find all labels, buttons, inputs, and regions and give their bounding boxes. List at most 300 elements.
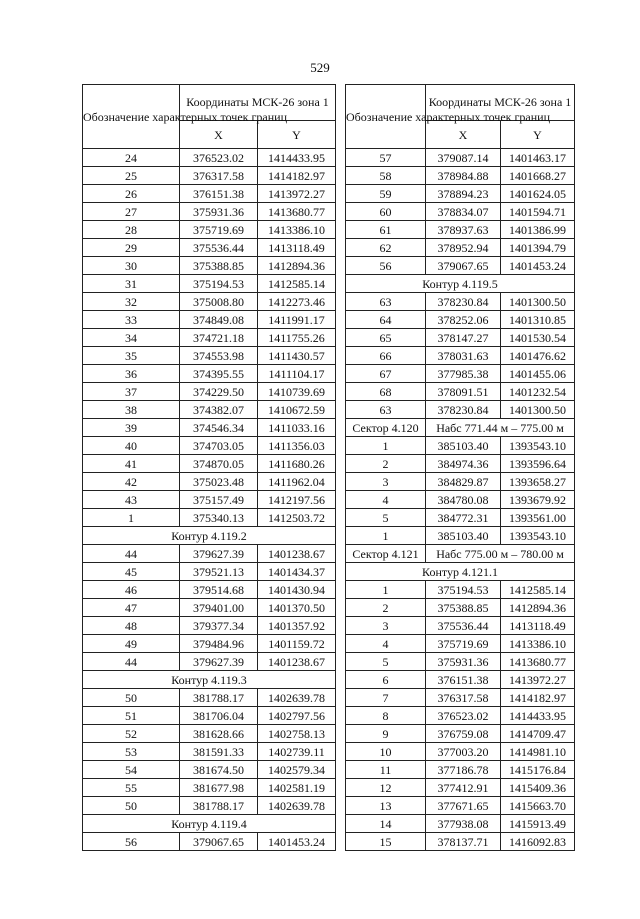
table-row — [83, 275, 336, 293]
sector-height-range: Набс 775.00 м – 780.00 м — [426, 545, 575, 563]
y-coordinate-cell: 1401370.50 — [258, 599, 336, 617]
x-coordinate-cell: 375008.80 — [180, 293, 258, 311]
y-coordinate-cell: 1413972.27 — [258, 185, 336, 203]
point-number-cell: 68 — [346, 383, 426, 401]
x-coordinate-cell: 379627.39 — [180, 545, 258, 563]
table-row — [346, 473, 575, 491]
point-number-cell: 56 — [83, 833, 180, 851]
table-row — [346, 833, 575, 851]
x-coordinate-cell: 384772.31 — [426, 509, 501, 527]
x-coordinate-cell: 377186.78 — [426, 761, 501, 779]
y-coordinate-cell: 1401386.99 — [501, 221, 575, 239]
x-coordinate-cell: 381706.04 — [180, 707, 258, 725]
point-number-cell: 6 — [346, 671, 426, 689]
page-number: 529 — [310, 60, 330, 75]
y-coordinate-cell: 1413118.49 — [501, 617, 575, 635]
x-coordinate-cell: 385103.40 — [426, 527, 501, 545]
y-coordinate-cell: 1412197.56 — [258, 491, 336, 509]
y-coordinate-cell: 1416092.83 — [501, 833, 575, 851]
point-number-cell: 54 — [83, 761, 180, 779]
x-coordinate-cell: 375388.85 — [426, 599, 501, 617]
table-row — [346, 743, 575, 761]
y-coordinate-cell: 1410739.69 — [258, 383, 336, 401]
table-row — [83, 401, 336, 419]
point-number-cell: 40 — [83, 437, 180, 455]
table-row — [346, 293, 575, 311]
point-number-cell: 37 — [83, 383, 180, 401]
contour-heading: Контур 4.119.3 — [83, 671, 336, 689]
table-row — [346, 491, 575, 509]
point-number-cell: 52 — [83, 725, 180, 743]
x-coordinate-cell: 376151.38 — [180, 185, 258, 203]
x-coordinate-cell: 378031.63 — [426, 347, 501, 365]
table-left-body — [83, 149, 336, 851]
header-coordinates: Координаты МСК-26 зона 1 — [426, 85, 575, 121]
point-number-cell: 3 — [346, 617, 426, 635]
point-number-cell: 58 — [346, 167, 426, 185]
table-row — [83, 329, 336, 347]
point-number-cell: 59 — [346, 185, 426, 203]
point-number-cell: 55 — [83, 779, 180, 797]
point-number-cell: 34 — [83, 329, 180, 347]
y-coordinate-cell: 1401300.50 — [501, 401, 575, 419]
point-number-cell: 32 — [83, 293, 180, 311]
point-number-cell: 53 — [83, 743, 180, 761]
sector-label: Сектор 4.121 — [346, 545, 426, 563]
point-number-cell: 63 — [346, 401, 426, 419]
table-row — [83, 311, 336, 329]
point-number-cell: 3 — [346, 473, 426, 491]
x-coordinate-cell: 384829.87 — [426, 473, 501, 491]
y-coordinate-cell: 1401453.24 — [501, 257, 575, 275]
sector-label: Сектор 4.120 — [346, 419, 426, 437]
point-number-cell: 26 — [83, 185, 180, 203]
table-right-body — [346, 149, 575, 851]
x-coordinate-cell: 376317.58 — [180, 167, 258, 185]
table-row — [83, 545, 336, 563]
y-coordinate-cell: 1393543.10 — [501, 527, 575, 545]
point-number-cell: 1 — [346, 527, 426, 545]
table-row — [83, 491, 336, 509]
table-row — [83, 797, 336, 815]
y-coordinate-cell: 1402797.56 — [258, 707, 336, 725]
x-coordinate-cell: 378147.27 — [426, 329, 501, 347]
y-coordinate-cell: 1412894.36 — [501, 599, 575, 617]
point-number-cell: 50 — [83, 797, 180, 815]
x-coordinate-cell: 375194.53 — [426, 581, 501, 599]
y-coordinate-cell: 1415409.36 — [501, 779, 575, 797]
contour-heading: Контур 4.119.4 — [83, 815, 336, 833]
table-row — [83, 257, 336, 275]
point-number-cell: 39 — [83, 419, 180, 437]
y-coordinate-cell: 1401463.17 — [501, 149, 575, 167]
y-coordinate-cell: 1413680.77 — [501, 653, 575, 671]
x-coordinate-cell: 375340.13 — [180, 509, 258, 527]
x-coordinate-cell: 378252.06 — [426, 311, 501, 329]
x-coordinate-cell: 378230.84 — [426, 401, 501, 419]
y-coordinate-cell: 1401238.67 — [258, 545, 336, 563]
y-coordinate-cell: 1412503.72 — [258, 509, 336, 527]
x-coordinate-cell: 377938.08 — [426, 815, 501, 833]
y-coordinate-cell: 1401624.05 — [501, 185, 575, 203]
y-coordinate-cell: 1414433.95 — [258, 149, 336, 167]
contour-heading-row — [346, 275, 575, 293]
y-coordinate-cell: 1413972.27 — [501, 671, 575, 689]
x-coordinate-cell: 381628.66 — [180, 725, 258, 743]
table-row — [83, 581, 336, 599]
y-coordinate-cell: 1393658.27 — [501, 473, 575, 491]
x-coordinate-cell: 376523.02 — [180, 149, 258, 167]
x-coordinate-cell: 375931.36 — [180, 203, 258, 221]
table-row — [83, 149, 336, 167]
table-row — [83, 185, 336, 203]
x-coordinate-cell: 381591.33 — [180, 743, 258, 761]
table-row — [346, 599, 575, 617]
point-number-cell: 57 — [346, 149, 426, 167]
contour-heading-row — [346, 563, 575, 581]
table-row — [346, 509, 575, 527]
table-row — [83, 365, 336, 383]
point-number-cell: 51 — [83, 707, 180, 725]
point-number-cell: 56 — [346, 257, 426, 275]
table-row — [346, 617, 575, 635]
table-row — [83, 437, 336, 455]
x-coordinate-cell: 379521.13 — [180, 563, 258, 581]
y-coordinate-cell: 1415176.84 — [501, 761, 575, 779]
table-row — [346, 257, 575, 275]
x-coordinate-cell: 375719.69 — [426, 635, 501, 653]
table-row — [346, 365, 575, 383]
table-row — [83, 221, 336, 239]
point-number-cell: 33 — [83, 311, 180, 329]
point-number-cell: 11 — [346, 761, 426, 779]
x-coordinate-cell: 379514.68 — [180, 581, 258, 599]
table-row — [83, 779, 336, 797]
y-coordinate-cell: 1401430.94 — [258, 581, 336, 599]
point-number-cell: 1 — [83, 509, 180, 527]
y-coordinate-cell: 1411991.17 — [258, 311, 336, 329]
x-coordinate-cell: 381788.17 — [180, 797, 258, 815]
point-number-cell: 25 — [83, 167, 180, 185]
point-number-cell: 9 — [346, 725, 426, 743]
table-row — [346, 221, 575, 239]
point-number-cell: 41 — [83, 455, 180, 473]
x-coordinate-cell: 379067.65 — [180, 833, 258, 851]
point-number-cell: 45 — [83, 563, 180, 581]
x-coordinate-cell: 378137.71 — [426, 833, 501, 851]
table-row — [346, 347, 575, 365]
table-row — [346, 167, 575, 185]
table-row — [83, 617, 336, 635]
x-coordinate-cell: 376759.08 — [426, 725, 501, 743]
y-coordinate-cell: 1412894.36 — [258, 257, 336, 275]
point-number-cell: 44 — [83, 545, 180, 563]
point-number-cell: 4 — [346, 635, 426, 653]
table-row — [83, 293, 336, 311]
x-coordinate-cell: 376317.58 — [426, 689, 501, 707]
y-coordinate-cell: 1401453.24 — [258, 833, 336, 851]
point-number-cell: 12 — [346, 779, 426, 797]
point-number-cell: 36 — [83, 365, 180, 383]
x-coordinate-cell: 379087.14 — [426, 149, 501, 167]
x-coordinate-cell: 374849.08 — [180, 311, 258, 329]
table-row — [83, 725, 336, 743]
table-row — [83, 833, 336, 851]
table-row — [83, 347, 336, 365]
y-coordinate-cell: 1411962.04 — [258, 473, 336, 491]
x-coordinate-cell: 374395.55 — [180, 365, 258, 383]
contour-heading-row — [83, 671, 336, 689]
point-number-cell: 38 — [83, 401, 180, 419]
y-coordinate-cell: 1411356.03 — [258, 437, 336, 455]
x-coordinate-cell: 375194.53 — [180, 275, 258, 293]
table-row — [83, 473, 336, 491]
table-row — [83, 167, 336, 185]
table-row — [346, 311, 575, 329]
point-number-cell: 15 — [346, 833, 426, 851]
table-row — [346, 707, 575, 725]
header-coordinates: Координаты МСК-26 зона 1 — [180, 85, 336, 121]
table-row — [346, 761, 575, 779]
point-number-cell: 13 — [346, 797, 426, 815]
point-number-cell: 44 — [83, 653, 180, 671]
x-coordinate-cell: 379401.00 — [180, 599, 258, 617]
table-row — [83, 689, 336, 707]
y-coordinate-cell: 1401434.37 — [258, 563, 336, 581]
y-coordinate-cell: 1401300.50 — [501, 293, 575, 311]
table-row — [83, 383, 336, 401]
x-coordinate-cell: 375023.48 — [180, 473, 258, 491]
y-coordinate-cell: 1393561.00 — [501, 509, 575, 527]
x-coordinate-cell: 379484.96 — [180, 635, 258, 653]
x-coordinate-cell: 375157.49 — [180, 491, 258, 509]
y-coordinate-cell: 1393543.10 — [501, 437, 575, 455]
point-number-cell: 60 — [346, 203, 426, 221]
y-coordinate-cell: 1402579.34 — [258, 761, 336, 779]
y-coordinate-cell: 1402758.13 — [258, 725, 336, 743]
y-coordinate-cell: 1415913.49 — [501, 815, 575, 833]
sector-height-range: Набс 771.44 м – 775.00 м — [426, 419, 575, 437]
table-row — [346, 239, 575, 257]
x-coordinate-cell: 374546.34 — [180, 419, 258, 437]
point-number-cell: 10 — [346, 743, 426, 761]
x-coordinate-cell: 378984.88 — [426, 167, 501, 185]
point-number-cell: 42 — [83, 473, 180, 491]
table-row — [83, 509, 336, 527]
table-row — [346, 329, 575, 347]
x-coordinate-cell: 381677.98 — [180, 779, 258, 797]
point-number-cell: 49 — [83, 635, 180, 653]
point-number-cell: 47 — [83, 599, 180, 617]
y-coordinate-cell: 1401357.92 — [258, 617, 336, 635]
table-row — [346, 815, 575, 833]
point-number-cell: 29 — [83, 239, 180, 257]
contour-heading: Контур 4.119.5 — [346, 275, 575, 293]
x-coordinate-cell: 375536.44 — [426, 617, 501, 635]
point-number-cell: 14 — [346, 815, 426, 833]
x-coordinate-cell: 376151.38 — [426, 671, 501, 689]
y-coordinate-cell: 1412273.46 — [258, 293, 336, 311]
x-coordinate-cell: 375931.36 — [426, 653, 501, 671]
y-coordinate-cell: 1402639.78 — [258, 797, 336, 815]
x-coordinate-cell: 378091.51 — [426, 383, 501, 401]
table-row — [83, 419, 336, 437]
contour-heading: Контур 4.121.1 — [346, 563, 575, 581]
x-coordinate-cell: 375536.44 — [180, 239, 258, 257]
x-coordinate-cell: 384780.08 — [426, 491, 501, 509]
contour-heading-row — [83, 527, 336, 545]
y-coordinate-cell: 1414981.10 — [501, 743, 575, 761]
x-coordinate-cell: 378937.63 — [426, 221, 501, 239]
y-coordinate-cell: 1401394.79 — [501, 239, 575, 257]
point-number-cell: 7 — [346, 689, 426, 707]
point-number-cell: 5 — [346, 509, 426, 527]
header-y: Y — [258, 121, 336, 149]
x-coordinate-cell: 378894.23 — [426, 185, 501, 203]
y-coordinate-cell: 1401455.06 — [501, 365, 575, 383]
point-number-cell: 2 — [346, 455, 426, 473]
table-row — [346, 185, 575, 203]
y-coordinate-cell: 1401238.67 — [258, 653, 336, 671]
table-row — [346, 581, 575, 599]
point-number-cell: 35 — [83, 347, 180, 365]
y-coordinate-cell: 1414709.47 — [501, 725, 575, 743]
y-coordinate-cell: 1401476.62 — [501, 347, 575, 365]
table-row — [83, 761, 336, 779]
x-coordinate-cell: 377412.91 — [426, 779, 501, 797]
x-coordinate-cell: 374382.07 — [180, 401, 258, 419]
table-row — [346, 455, 575, 473]
y-coordinate-cell: 1413386.10 — [501, 635, 575, 653]
point-number-cell: 63 — [346, 293, 426, 311]
table-row — [83, 563, 336, 581]
contour-heading: Контур 4.119.2 — [83, 527, 336, 545]
y-coordinate-cell: 1401159.72 — [258, 635, 336, 653]
y-coordinate-cell: 1401310.85 — [501, 311, 575, 329]
point-number-cell: 24 — [83, 149, 180, 167]
x-coordinate-cell: 377671.65 — [426, 797, 501, 815]
table-row — [346, 671, 575, 689]
x-coordinate-cell: 376523.02 — [426, 707, 501, 725]
y-coordinate-cell: 1411104.17 — [258, 365, 336, 383]
y-coordinate-cell: 1415663.70 — [501, 797, 575, 815]
y-coordinate-cell: 1412585.14 — [501, 581, 575, 599]
y-coordinate-cell: 1410672.59 — [258, 401, 336, 419]
table-row — [346, 149, 575, 167]
y-coordinate-cell: 1401668.27 — [501, 167, 575, 185]
table-row — [346, 401, 575, 419]
point-number-cell: 62 — [346, 239, 426, 257]
y-coordinate-cell: 1401594.71 — [501, 203, 575, 221]
x-coordinate-cell: 385103.40 — [426, 437, 501, 455]
table-row — [346, 383, 575, 401]
y-coordinate-cell: 1412585.14 — [258, 275, 336, 293]
table-row — [83, 599, 336, 617]
point-number-cell: 50 — [83, 689, 180, 707]
y-coordinate-cell: 1413118.49 — [258, 239, 336, 257]
table-row — [346, 689, 575, 707]
table-row — [83, 203, 336, 221]
point-number-cell: 67 — [346, 365, 426, 383]
table-row — [83, 635, 336, 653]
point-number-cell: 1 — [346, 581, 426, 599]
coordinates-table-right — [345, 84, 575, 851]
y-coordinate-cell: 1411033.16 — [258, 419, 336, 437]
point-number-cell: 27 — [83, 203, 180, 221]
header-point-designation: Обозначение характерных точек границ — [83, 85, 180, 149]
table-row — [83, 707, 336, 725]
y-coordinate-cell: 1414182.97 — [501, 689, 575, 707]
x-coordinate-cell: 381674.50 — [180, 761, 258, 779]
x-coordinate-cell: 377003.20 — [426, 743, 501, 761]
table-row — [346, 779, 575, 797]
x-coordinate-cell: 384974.36 — [426, 455, 501, 473]
y-coordinate-cell: 1402581.19 — [258, 779, 336, 797]
table-row — [83, 455, 336, 473]
point-number-cell: 66 — [346, 347, 426, 365]
point-number-cell: 46 — [83, 581, 180, 599]
y-coordinate-cell: 1401530.54 — [501, 329, 575, 347]
x-coordinate-cell: 379627.39 — [180, 653, 258, 671]
y-coordinate-cell: 1402739.11 — [258, 743, 336, 761]
point-number-cell: 43 — [83, 491, 180, 509]
point-number-cell: 30 — [83, 257, 180, 275]
x-coordinate-cell: 374229.50 — [180, 383, 258, 401]
sector-heading-row — [346, 545, 575, 563]
point-number-cell: 31 — [83, 275, 180, 293]
header-x: X — [426, 121, 501, 149]
y-coordinate-cell: 1393596.64 — [501, 455, 575, 473]
y-coordinate-cell: 1402639.78 — [258, 689, 336, 707]
y-coordinate-cell: 1411680.26 — [258, 455, 336, 473]
x-coordinate-cell: 374703.05 — [180, 437, 258, 455]
header-y: Y — [501, 121, 575, 149]
y-coordinate-cell: 1413386.10 — [258, 221, 336, 239]
x-coordinate-cell: 378952.94 — [426, 239, 501, 257]
x-coordinate-cell: 379067.65 — [426, 257, 501, 275]
x-coordinate-cell: 377985.38 — [426, 365, 501, 383]
sector-heading-row — [346, 419, 575, 437]
x-coordinate-cell: 375388.85 — [180, 257, 258, 275]
header-point-designation: Обозначение характерных точек границ — [346, 85, 426, 149]
coordinates-table-left — [82, 84, 336, 851]
table-row — [83, 239, 336, 257]
x-coordinate-cell: 381788.17 — [180, 689, 258, 707]
point-number-cell: 28 — [83, 221, 180, 239]
x-coordinate-cell: 378834.07 — [426, 203, 501, 221]
point-number-cell: 5 — [346, 653, 426, 671]
table-row — [83, 653, 336, 671]
table-row — [346, 635, 575, 653]
y-coordinate-cell: 1414433.95 — [501, 707, 575, 725]
point-number-cell: 65 — [346, 329, 426, 347]
table-row — [346, 653, 575, 671]
point-number-cell: 8 — [346, 707, 426, 725]
table-row — [346, 527, 575, 545]
x-coordinate-cell: 374721.18 — [180, 329, 258, 347]
point-number-cell: 61 — [346, 221, 426, 239]
table-row — [346, 437, 575, 455]
y-coordinate-cell: 1411430.57 — [258, 347, 336, 365]
y-coordinate-cell: 1413680.77 — [258, 203, 336, 221]
header-x: X — [180, 121, 258, 149]
y-coordinate-cell: 1393679.92 — [501, 491, 575, 509]
table-row — [346, 203, 575, 221]
point-number-cell: 1 — [346, 437, 426, 455]
y-coordinate-cell: 1411755.26 — [258, 329, 336, 347]
contour-heading-row — [83, 815, 336, 833]
x-coordinate-cell: 379377.34 — [180, 617, 258, 635]
